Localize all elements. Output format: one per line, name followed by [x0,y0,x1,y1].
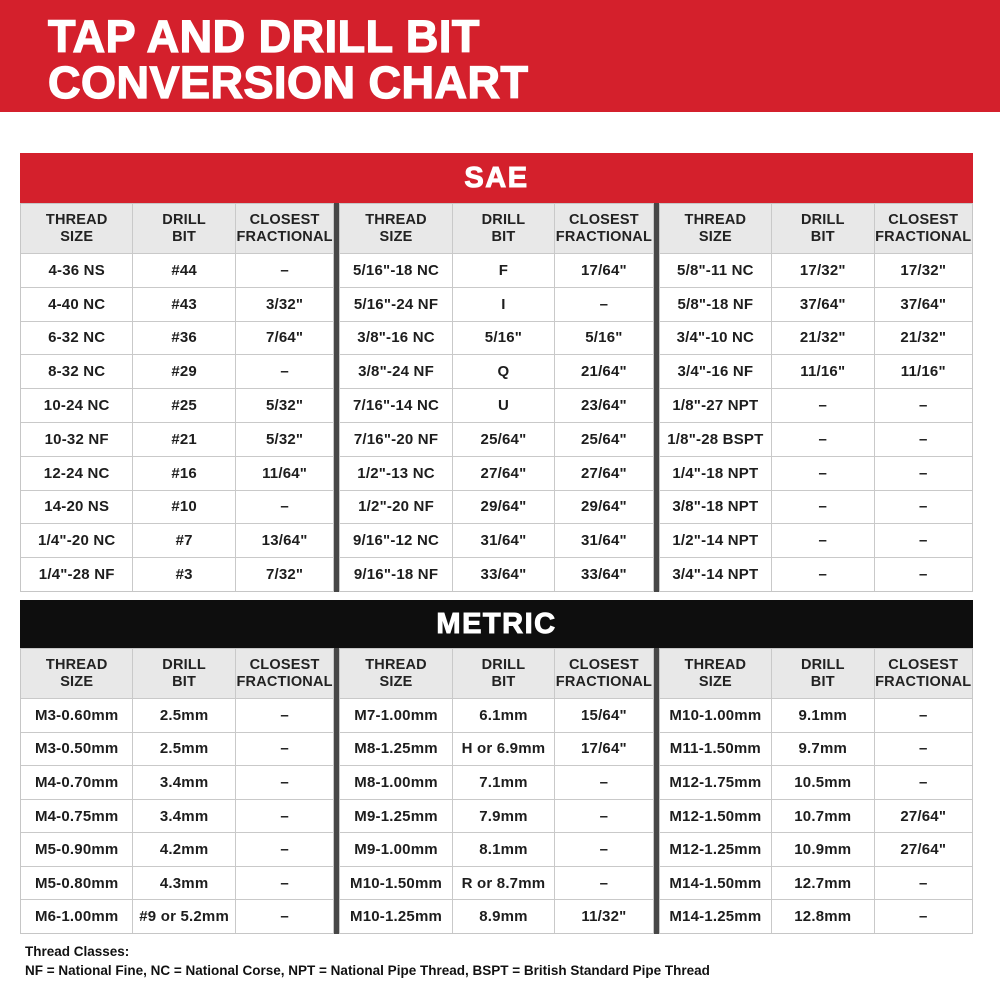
column-header [660,204,771,253]
table-row [340,765,652,799]
table-cell: 8.1mm [452,833,554,866]
table-cell: – [771,491,873,524]
table-cell: 5/8"-11 NC [677,261,754,279]
table-cell: M14-1.25mm [669,908,762,926]
column-header-row [340,649,652,698]
table-cell: 17/32" [874,254,972,287]
table-cell: 10.9mm [771,833,873,866]
table-cell: 4.3mm [132,867,234,900]
column-header-line: BIT [172,673,197,690]
column-header [554,204,652,253]
table-row [340,866,652,900]
table-cell: 1/4"-18 NPT [672,464,759,482]
column-header-line: CLOSEST [249,211,320,228]
table-cell: 29/64" [452,491,554,524]
table-cell: – [235,900,333,933]
table-cell: F [452,254,554,287]
table-cell: 7/64" [235,322,333,355]
table-cell: #29 [132,355,234,388]
table-row [660,698,972,732]
column-header-line: DRILL [162,656,206,673]
table-row [21,354,333,388]
table-cell: 10.7mm [771,800,873,833]
column-header-line: BIT [172,228,197,245]
column-header-row [340,204,652,253]
column-header-line: DRILL [162,211,206,228]
table-cell: M8-1.25mm [354,740,438,758]
table-cell: 4-36 NS [48,261,105,279]
page-header-banner [0,0,1000,112]
column-group [20,648,334,934]
table-cell: H or 6.9mm [452,733,554,766]
table-row [660,388,972,422]
table-cell: – [554,766,652,799]
column-header [874,649,972,698]
table-row [340,422,652,456]
column-header-line: THREAD [684,656,747,673]
column-header-line: DRILL [800,211,845,228]
column-header [452,204,554,253]
table-row [340,799,652,833]
table-cell: 3/8"-24 NF [358,363,434,381]
table-cell: 14-20 NS [44,498,110,516]
table-row [21,799,333,833]
table-row [660,899,972,933]
column-header-line: BIT [491,673,516,690]
column-group [339,648,653,934]
table-cell: 5/16" [554,322,652,355]
table-cell: 2.5mm [132,699,234,732]
column-header-line: BIT [491,228,516,245]
table-cell: M8-1.00mm [354,773,438,791]
table-cell: 7.1mm [452,766,554,799]
table-cell: – [235,699,333,732]
table-row [21,456,333,490]
table-cell: 27/64" [874,833,972,866]
table-row [340,388,652,422]
table-cell: #36 [132,322,234,355]
table-row [660,523,972,557]
table-cell: – [874,524,972,557]
table-cell: 3/8"-16 NC [357,329,435,347]
column-header-row [660,649,972,698]
column-header-line: FRACTIONAL [875,673,972,690]
table-cell: 7/16"-20 NF [353,430,439,448]
table-cell: M12-1.75mm [669,773,762,791]
table-cell: 6-32 NC [48,329,106,347]
page-title-line2: CONVERSION CHART [48,57,529,108]
table-cell: 1/4"-28 NF [38,566,115,584]
table-cell: 12.7mm [771,867,873,900]
table-cell: 9/16"-12 NC [353,532,440,550]
table-row [660,832,972,866]
column-header-line: BIT [810,228,835,245]
table-row [21,732,333,766]
column-header [771,649,873,698]
table-cell: #10 [132,491,234,524]
table-row [21,698,333,732]
table-row [660,253,972,287]
table-cell: 4-40 NC [48,295,106,313]
column-header-line: THREAD [45,656,108,673]
column-header [235,204,333,253]
table-cell: 5/32" [235,389,333,422]
table-row [660,799,972,833]
table-cell: – [554,867,652,900]
table-row [340,557,652,591]
column-header-line: THREAD [684,211,747,228]
table-cell: – [554,800,652,833]
column-header-line: DRILL [481,211,526,228]
page-title [0,0,1000,106]
table-cell: R or 8.7mm [452,867,554,900]
column-header [660,649,771,698]
column-header-line: BIT [810,673,835,690]
table-cell: #43 [132,288,234,321]
table-cell: – [554,288,652,321]
column-group [20,203,334,592]
column-header-line: SIZE [60,673,94,690]
table-cell: – [554,833,652,866]
table-row [340,287,652,321]
table-cell: – [874,699,972,732]
table-cell: 31/64" [452,524,554,557]
table-cell: 11/16" [771,355,873,388]
thread-classes-title: Thread Classes: [25,944,130,959]
table-cell: 8.9mm [452,900,554,933]
table-cell: 1/4"-20 NC [37,532,116,550]
column-group [659,203,973,592]
table-cell: – [874,491,972,524]
table-cell: 11/64" [235,457,333,490]
column-header [874,204,972,253]
column-header-line: SIZE [698,228,732,245]
table-cell: 5/16"-24 NF [353,295,439,313]
table-cell: 5/16"-18 NC [353,261,440,279]
table-cell: M10-1.00mm [669,706,762,724]
table-cell: – [874,457,972,490]
table-row [21,253,333,287]
table-cell: 27/64" [874,800,972,833]
table-cell: #21 [132,423,234,456]
table-cell: 11/16" [874,355,972,388]
table-cell: 5/32" [235,423,333,456]
table-cell: 12-24 NC [43,464,110,482]
table-cell: 3/32" [235,288,333,321]
column-header-line: DRILL [800,656,845,673]
table-cell: – [874,558,972,591]
table-cell: M12-1.25mm [669,841,762,859]
table-row [340,899,652,933]
table-row [340,523,652,557]
table-row [660,866,972,900]
table-cell: 12.8mm [771,900,873,933]
thread-classes-note [25,942,710,980]
table-cell: 7/32" [235,558,333,591]
table-row [21,832,333,866]
table-cell: – [874,423,972,456]
column-header-line: FRACTIONAL [555,228,653,245]
column-header-line: SIZE [379,673,413,690]
column-header-line: THREAD [365,656,427,673]
page-title-line1: TAP AND DRILL BIT [48,11,480,62]
sae-table [20,203,973,592]
column-header [554,649,652,698]
table-cell: 9.1mm [771,699,873,732]
table-cell: – [874,389,972,422]
table-cell: 21/64" [554,355,652,388]
table-cell: – [235,867,333,900]
table-row [21,490,333,524]
table-cell: 5/16" [452,322,554,355]
table-cell: 6.1mm [452,699,554,732]
column-header-line: FRACTIONAL [236,673,333,690]
table-cell: M4-0.75mm [34,807,119,825]
column-header [340,649,451,698]
table-cell: 21/32" [874,322,972,355]
table-cell: 7/16"-14 NC [353,397,440,415]
table-cell: M4-0.70mm [34,773,119,791]
table-row [21,422,333,456]
column-header-line: CLOSEST [568,211,639,228]
table-cell: 25/64" [452,423,554,456]
table-row [340,456,652,490]
table-row [21,388,333,422]
column-header-line: DRILL [481,656,526,673]
column-group [339,203,653,592]
table-row [21,557,333,591]
table-row [21,523,333,557]
table-cell: M10-1.50mm [350,874,443,892]
table-row [660,354,972,388]
table-row [660,732,972,766]
table-cell: 23/64" [554,389,652,422]
table-cell: 33/64" [452,558,554,591]
column-header-row [660,204,972,253]
table-cell: #44 [132,254,234,287]
table-cell: M7-1.00mm [354,706,438,724]
table-cell: – [874,900,972,933]
table-cell: #3 [132,558,234,591]
table-cell: 3.4mm [132,766,234,799]
column-header-line: FRACTIONAL [236,228,333,245]
column-header-line: SIZE [698,673,732,690]
column-header [771,204,873,253]
table-cell: 3/4"-16 NF [677,363,754,381]
table-cell: M9-1.00mm [354,841,438,859]
table-row [340,832,652,866]
table-cell: – [771,457,873,490]
table-cell: 15/64" [554,699,652,732]
table-cell: 3/4"-14 NPT [672,566,759,584]
table-cell: – [771,558,873,591]
table-cell: M9-1.25mm [354,807,438,825]
table-cell: 1/2"-20 NF [358,498,434,516]
table-row [21,765,333,799]
table-cell: M3-0.50mm [34,740,119,758]
table-cell: 1/8"-28 BSPT [667,430,764,448]
column-header [340,204,451,253]
column-header-line: CLOSEST [888,656,959,673]
column-header [21,649,132,698]
table-cell: 29/64" [554,491,652,524]
column-header-line: FRACTIONAL [555,673,653,690]
table-row [660,557,972,591]
table-cell: #9 or 5.2mm [132,900,234,933]
table-row [660,456,972,490]
table-cell: 10-32 NF [44,430,109,448]
table-cell: 37/64" [771,288,873,321]
column-group [659,648,973,934]
table-cell: 27/64" [452,457,554,490]
table-cell: 17/32" [771,254,873,287]
column-header [21,204,132,253]
table-cell: 27/64" [554,457,652,490]
table-row [660,321,972,355]
table-cell: – [235,254,333,287]
table-cell: – [771,423,873,456]
table-cell: – [874,733,972,766]
table-cell: 2.5mm [132,733,234,766]
table-row [340,253,652,287]
column-header-line: SIZE [379,228,413,245]
table-cell: M14-1.50mm [669,874,762,892]
column-header [132,649,234,698]
table-row [21,899,333,933]
table-cell: M5-0.90mm [34,841,119,859]
table-cell: 10-24 NC [43,397,110,415]
table-cell: 8-32 NC [48,363,106,381]
table-cell: 9/16"-18 NF [353,566,439,584]
table-cell: – [874,766,972,799]
table-cell: 37/64" [874,288,972,321]
table-row [660,490,972,524]
table-cell: – [771,524,873,557]
table-cell: 31/64" [554,524,652,557]
table-row [21,866,333,900]
table-cell: – [235,733,333,766]
table-cell: 17/64" [554,254,652,287]
column-header-line: CLOSEST [888,211,959,228]
metric-section-label: METRIC [436,607,557,640]
table-cell: – [235,800,333,833]
table-cell: 3/4"-10 NC [676,329,755,347]
table-cell: M11-1.50mm [669,740,761,758]
table-row [660,422,972,456]
table-row [340,321,652,355]
column-header-line: THREAD [365,211,427,228]
table-row [340,732,652,766]
sae-section-header [20,153,973,203]
table-cell: 21/32" [771,322,873,355]
table-cell: 13/64" [235,524,333,557]
table-cell: – [874,867,972,900]
table-cell: M5-0.80mm [34,874,119,892]
table-cell: 9.7mm [771,733,873,766]
table-cell: 25/64" [554,423,652,456]
column-header-line: THREAD [45,211,108,228]
table-row [340,698,652,732]
table-cell: 11/32" [554,900,652,933]
table-cell: 17/64" [554,733,652,766]
table-cell: 3.4mm [132,800,234,833]
thread-classes-legend: NF = National Fine, NC = National Corse, NPT = National Pipe Thread, BSPT = British Standard Pipe Thread [25,963,710,978]
table-cell: – [235,355,333,388]
table-cell: 10.5mm [771,766,873,799]
column-header [132,204,234,253]
table-row [660,765,972,799]
table-cell: M12-1.50mm [669,807,762,825]
column-header-line: SIZE [60,228,94,245]
table-cell: M6-1.00mm [34,908,119,926]
table-cell: 4.2mm [132,833,234,866]
table-cell: – [235,766,333,799]
table-cell: 3/8"-18 NPT [672,498,759,516]
column-header-line: CLOSEST [568,656,639,673]
table-cell: 1/2"-14 NPT [672,532,759,550]
column-header [452,649,554,698]
table-cell: M3-0.60mm [34,706,119,724]
table-cell: – [235,833,333,866]
table-row [21,321,333,355]
column-header-line: CLOSEST [249,656,320,673]
table-cell: Q [452,355,554,388]
table-row [660,287,972,321]
table-row [340,490,652,524]
table-cell: 7.9mm [452,800,554,833]
table-cell: – [771,389,873,422]
sae-section-label: SAE [464,161,529,194]
metric-table [20,648,973,934]
table-row [21,287,333,321]
table-row [340,354,652,388]
table-cell: #7 [132,524,234,557]
table-cell: U [452,389,554,422]
table-cell: #25 [132,389,234,422]
column-header-row [21,204,333,253]
column-header [235,649,333,698]
metric-section-header [20,600,973,648]
table-cell: I [452,288,554,321]
table-cell: 1/8"-27 NPT [672,397,759,415]
table-cell: 33/64" [554,558,652,591]
table-cell: M10-1.25mm [350,908,443,926]
table-cell: #16 [132,457,234,490]
table-cell: 1/2"-13 NC [357,464,435,482]
column-header-row [21,649,333,698]
table-cell: – [235,491,333,524]
column-header-line: FRACTIONAL [875,228,972,245]
table-cell: 5/8"-18 NF [677,295,754,313]
